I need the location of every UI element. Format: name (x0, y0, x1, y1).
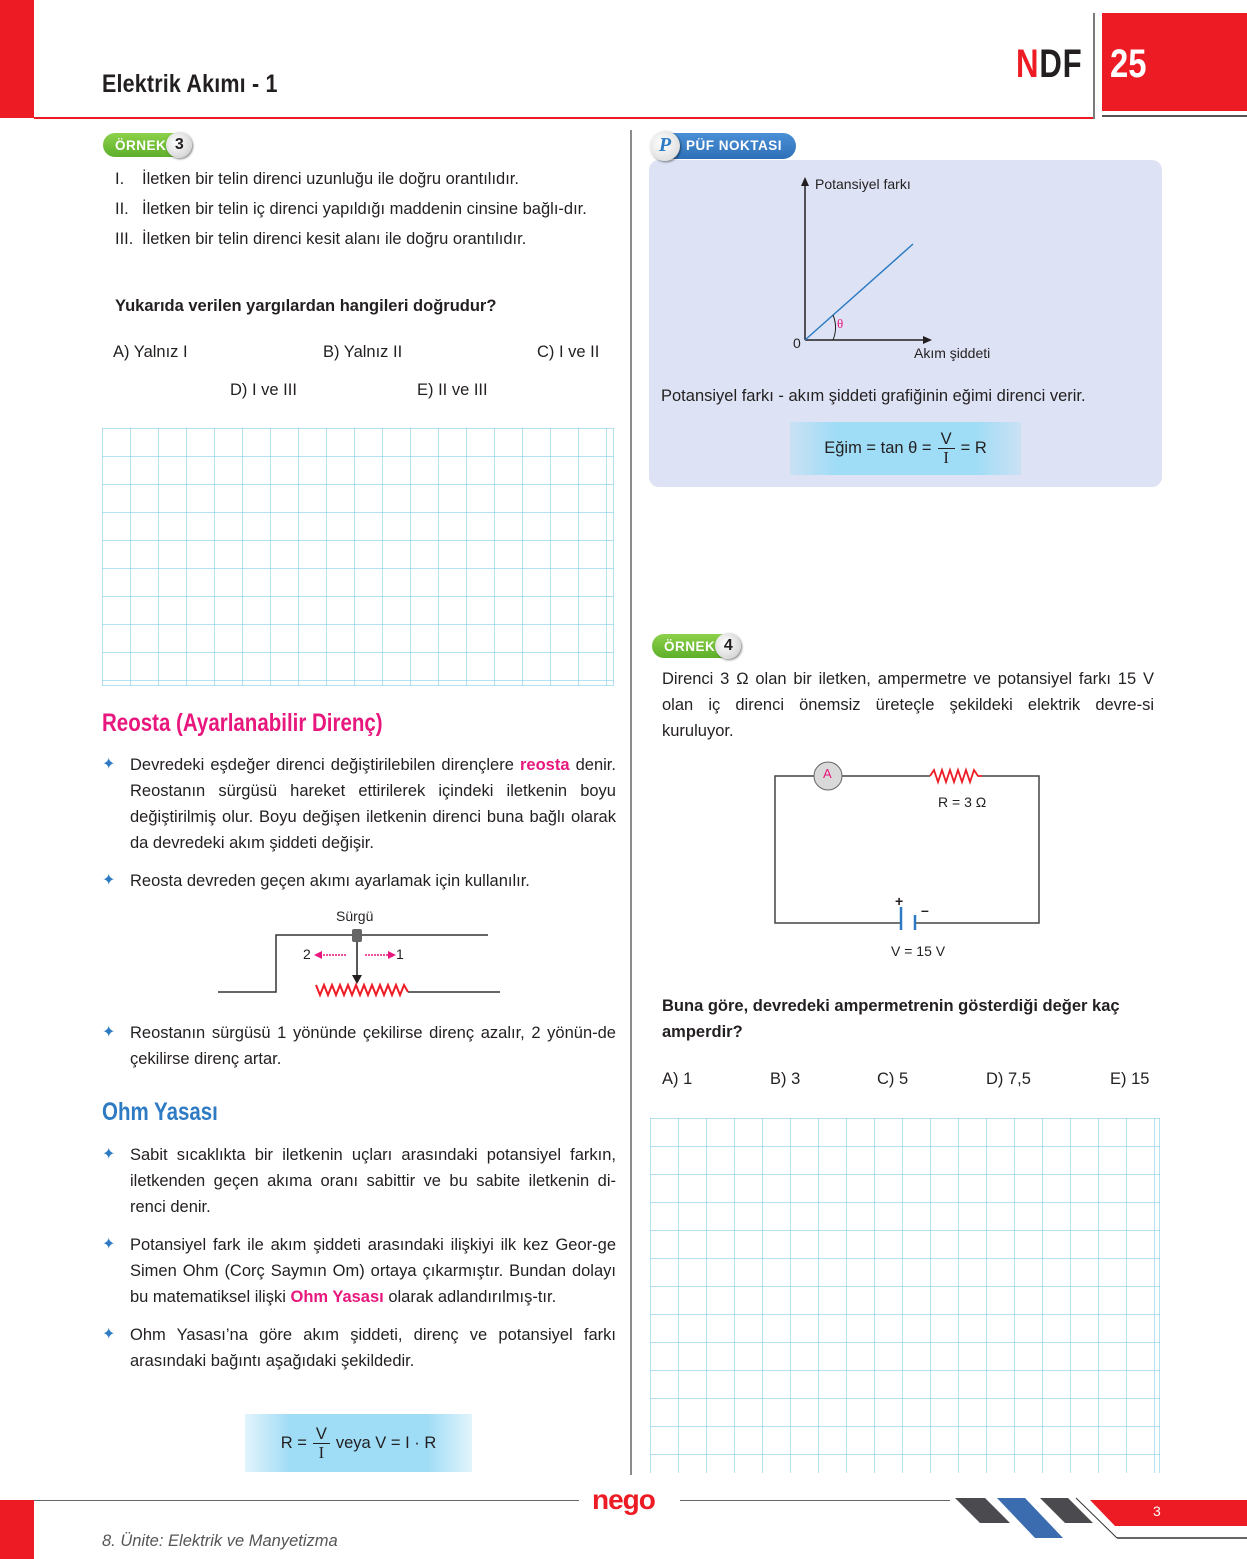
bullet-text: Reostanın sürgüsü 1 yönünde çekilirse direnç azalır, 2 yönün-de çekilirse direnç artar. (130, 1024, 616, 1068)
scratch-grid-left (102, 428, 614, 686)
x-axis-label: Akım şiddeti (914, 345, 991, 361)
formula-lhs: Eğim = tan θ = (824, 439, 932, 457)
footer-red-bar (0, 1500, 34, 1559)
ornek-number: 3 (166, 132, 192, 158)
page-title: Elektrik Akımı - 1 (102, 70, 278, 98)
ornek-3-question: Yukarıda verilen yargılardan hangileri doğrudur? (115, 297, 497, 315)
logo-n: N (1016, 42, 1040, 86)
statement-text: İletken bir telin iç direnci yapıldığı maddenin cinsine bağlı-dır. (142, 200, 587, 218)
slider-label: Sürgü (336, 908, 374, 924)
ohm-bullets (102, 1142, 616, 1374)
denominator: I (943, 448, 949, 467)
reosta-bullet-3-wrap (102, 1020, 616, 1072)
puf-text: Potansiyel farkı - akım şiddeti grafiğinin eğimi direnci verir. (661, 387, 1086, 405)
star-bullet-icon: ✦ (102, 872, 116, 889)
ohm-bullet-3 (102, 1322, 616, 1374)
header-divider (34, 117, 1094, 119)
ohm-bullet-2 (102, 1232, 616, 1310)
highlight-term: Ohm Yasası (290, 1288, 384, 1306)
option-c[interactable]: C) I ve II (537, 343, 600, 361)
text: olarak adlandırılmış-tır. (388, 1288, 557, 1306)
reosta-bullets (102, 752, 616, 894)
reosta-bullet-1 (102, 752, 616, 856)
puf-label: PÜF NOKTASI (668, 133, 796, 159)
ornek-4-question: Buna göre, devredeki ampermetrenin gösterdiği değer kaç amperdir? (662, 997, 1120, 1041)
reosta-bullet-3 (102, 1020, 616, 1072)
bullet-text: Ohm Yasası’na göre akım şiddeti, direnç ve potansiyel farkı arasındaki bağıntı aşağıdaki şekildedir. (130, 1326, 616, 1370)
footer-line-left (34, 1500, 579, 1501)
option-a[interactable]: A) Yalnız I (113, 343, 188, 361)
formula-rest: veya V = I · R (335, 1433, 437, 1452)
ornek-label: ÖRNEK (652, 634, 723, 658)
denominator: I (318, 1442, 325, 1462)
puf-noktasi-badge (650, 131, 796, 160)
y-axis-label: Potansiyel farkı (815, 176, 911, 192)
star-bullet-icon: ✦ (102, 1236, 116, 1253)
resistor-label: R = 3 Ω (938, 794, 987, 810)
header-vertical-divider (1093, 13, 1095, 119)
bullet-text (130, 1232, 616, 1310)
statement-number: II. (115, 200, 129, 218)
formula-rhs: = R (960, 439, 987, 457)
section-number-underline (1102, 115, 1247, 117)
scratch-grid-right (650, 1118, 1160, 1473)
star-bullet-icon: ✦ (102, 1024, 116, 1041)
statement-2 (115, 196, 610, 222)
circuit-diagram (770, 760, 1045, 930)
direction-2-label: 2 (303, 946, 311, 962)
unit-label: 8. Ünite: Elektrik ve Manyetizma (102, 1532, 338, 1550)
ohm-heading: Ohm Yasası (102, 1098, 218, 1126)
statement-3 (115, 226, 610, 252)
formula-lhs: R = (280, 1433, 307, 1452)
header-red-bar (0, 0, 34, 118)
logo-df: DF (1039, 42, 1083, 86)
statement-number: I. (115, 170, 125, 188)
option-d[interactable]: D) I ve III (230, 381, 297, 399)
option-a[interactable]: A) 1 (662, 1070, 693, 1088)
ornek-4-text: Direnci 3 Ω olan bir iletken, ampermetre ve potansiyel farkı 15 V olan iç direnci önemsiz üreteçle şekildeki elektrik devre-si kuruluyor. (662, 670, 1154, 740)
text: Devredeki eşdeğer direnci değiştirilebilen dirençlere (130, 756, 514, 774)
footer-decoration (950, 1490, 1247, 1540)
minus-sign: – (921, 902, 929, 918)
direction-1-label: 1 (396, 946, 404, 962)
ohm-bullet-1 (102, 1142, 616, 1220)
v-i-graph (780, 172, 950, 352)
fraction (313, 1425, 330, 1462)
origin-label: 0 (793, 335, 801, 351)
bullet-text: Sabit sıcaklıkta bir iletkenin uçları arasındaki potansiyel farkın, iletkenden geçen akıma oranı sabittir ve bu sabite iletkenin di-renci denir. (130, 1146, 616, 1216)
slope-formula-box (790, 422, 1021, 475)
fraction (938, 430, 955, 467)
ndf-logo (1016, 42, 1082, 87)
ornek-4-badge (652, 633, 741, 659)
numerator: V (938, 430, 955, 449)
reosta-bullet-2 (102, 868, 616, 894)
bullet-text: Reosta devreden geçen akımı ayarlamak için kullanılır. (130, 872, 530, 890)
highlight-term: reosta (519, 756, 570, 774)
ornek-3-statements (115, 166, 610, 252)
star-bullet-icon: ✦ (102, 756, 116, 773)
option-c[interactable]: C) 5 (877, 1070, 909, 1088)
statement-number: III. (115, 230, 134, 248)
option-e[interactable]: E) II ve III (417, 381, 488, 399)
numerator: V (313, 1425, 330, 1444)
ornek-number: 4 (715, 633, 741, 659)
footer-line-right (680, 1500, 950, 1501)
text: Potansiyel fark ile akım şiddeti arasındaki ilişkiyi ilk kez Geor-ge Simen Ohm (Corç Saymın Om) ortaya çıkarmıştır. Bundan dolayı bu matematiksel ilişki (130, 1236, 616, 1306)
rheostat-diagram (210, 925, 510, 1000)
star-bullet-icon: ✦ (102, 1146, 116, 1163)
puf-p-icon: P (650, 131, 680, 161)
ohm-formula-box (245, 1414, 472, 1472)
text: denir. Reostanın sürgüsü hareket ettirilerek içindeki iletkenin boyu değiştirilmiş olur. Boyu değişen iletkenin direnci buna bağlı olarak da devredeki akım şiddeti değişir. (130, 756, 616, 852)
option-b[interactable]: B) Yalnız II (323, 343, 403, 361)
statement-text: İletken bir telin direnci kesit alanı ile doğru orantılıdır. (142, 230, 527, 248)
page-number: 3 (1153, 1503, 1161, 1519)
statement-1 (115, 166, 610, 192)
publisher-logo: nego (592, 1484, 655, 1515)
star-bullet-icon: ✦ (102, 1326, 116, 1343)
ammeter-icon: A (823, 766, 832, 781)
bullet-text (130, 752, 616, 856)
option-e[interactable]: E) 15 (1110, 1070, 1150, 1088)
option-d[interactable]: D) 7,5 (986, 1070, 1031, 1088)
section-number: 25 (1110, 42, 1147, 86)
option-b[interactable]: B) 3 (770, 1070, 801, 1088)
reosta-heading: Reosta (Ayarlanabilir Direnç) (102, 709, 383, 737)
ornek-label: ÖRNEK (103, 133, 174, 157)
theta-label: θ (837, 316, 844, 331)
statement-text: İletken bir telin direnci uzunluğu ile doğru orantılıdır. (142, 170, 519, 188)
ornek-3-badge (103, 132, 192, 158)
battery-label: V = 15 V (891, 943, 946, 959)
column-divider (630, 130, 632, 1475)
plus-sign: + (895, 893, 904, 909)
